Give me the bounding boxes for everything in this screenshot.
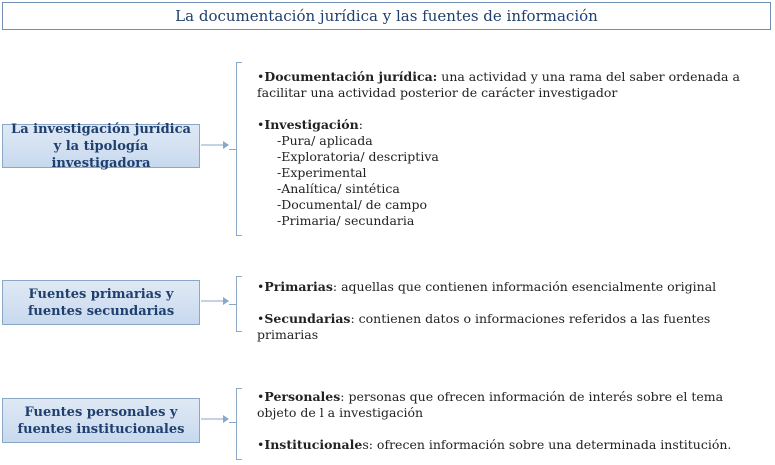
arrow-right-icon — [201, 414, 229, 424]
item-description: : — [358, 117, 363, 132]
subitem: -Analítica/ sintética — [277, 181, 400, 196]
section-text-investigacion — [257, 69, 762, 229]
section-label-primarias-secundarias: Fuentes primarias y fuentes secundarias — [2, 280, 200, 325]
item-term: Investigación — [264, 117, 359, 132]
subitem: -Documental/ de campo — [277, 197, 427, 212]
section-label-investigacion: La investigación jurídica y la tipología investigadora — [2, 124, 200, 168]
bracket-notch — [229, 149, 236, 150]
item-description: s: ofrecen información sobre una determinada institución. — [362, 437, 732, 452]
item-term: Documentación jurídica: — [264, 69, 438, 84]
item-term: Personales — [264, 389, 341, 404]
bracket — [236, 276, 242, 332]
item-description: : contienen datos o informaciones referidos a las fuentes primarias — [257, 311, 711, 342]
item-personales: •Personales: personas que ofrecen información de interés sobre el tema objeto de l a investigación — [257, 389, 724, 420]
item-term: Institucionale — [264, 437, 363, 452]
item-documentacion: •Documentación jurídica: una actividad y una rama del saber ordenada a facilitar una actividad posterior de carácter investigador — [257, 69, 740, 100]
bracket — [236, 388, 242, 460]
bracket-notch — [229, 304, 236, 305]
item-institucionales: •Institucionales: ofrecen información sobre una determinada institución. — [257, 437, 732, 452]
section-text-primarias-secundarias — [257, 279, 762, 343]
item-term: Secundarias — [264, 311, 351, 326]
section-label-personales-institucionales: Fuentes personales y fuentes institucionales — [2, 398, 200, 443]
diagram-title: La documentación jurídica y las fuentes de información — [2, 2, 771, 30]
subitem: -Experimental — [277, 165, 367, 180]
arrow-right-icon — [201, 296, 229, 306]
section-text-personales-institucionales — [257, 389, 762, 453]
item-term: Primarias — [264, 279, 333, 294]
arrow-right-icon — [201, 140, 229, 150]
bracket — [236, 62, 242, 236]
item-investigacion: •Investigación: — [257, 117, 363, 132]
subitem: -Exploratoria/ descriptiva — [277, 149, 439, 164]
subitem: -Primaria/ secundaria — [277, 213, 415, 228]
item-description: : personas que ofrecen información de interés sobre el tema objeto de l a investigación — [257, 389, 724, 420]
bracket-notch — [229, 422, 236, 423]
item-secundarias: •Secundarias: contienen datos o informaciones referidos a las fuentes primarias — [257, 311, 711, 342]
subitem: -Pura/ aplicada — [277, 133, 373, 148]
item-description: : aquellas que contienen información esencialmente original — [332, 279, 717, 294]
item-primarias: •Primarias: aquellas que contienen información esencialmente original — [257, 279, 717, 294]
item-description: una actividad y una rama del saber ordenada a facilitar una actividad posterior de carácter investigador — [257, 69, 740, 100]
